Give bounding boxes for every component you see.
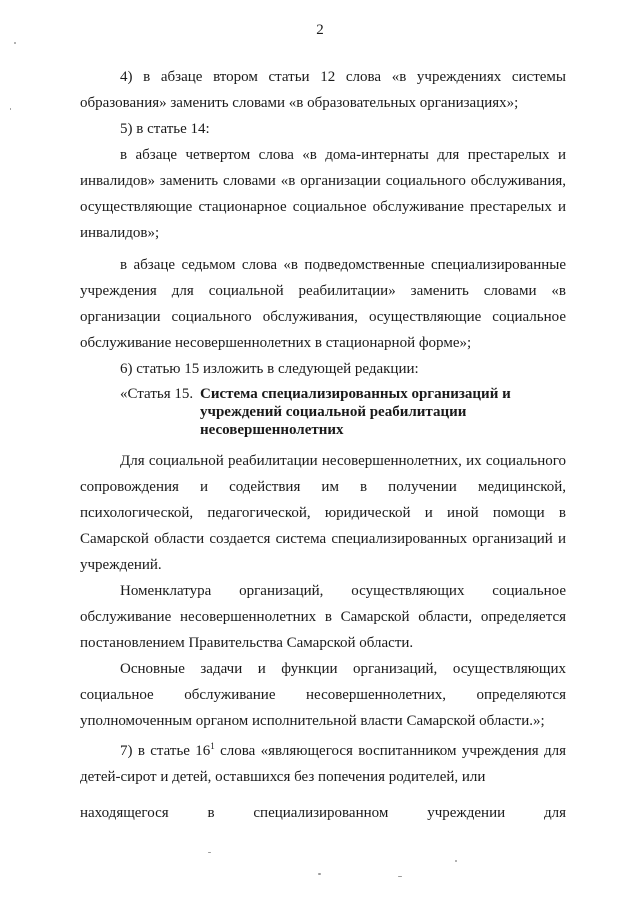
scan-speck bbox=[10, 108, 11, 110]
item-6-paragraph: 6) статью 15 изложить в следующей редакции: bbox=[120, 361, 419, 377]
article-15-paragraph-1: Для социальной реабилитации несовершеннолетних, их социального сопровождения и содействия им в получении медицинской, психологической, педагогической, юридической и иной помощи в Самарской области создается система специализированных организаций и учреждений. bbox=[80, 453, 566, 573]
item-7-superscript: 1 bbox=[210, 741, 215, 751]
scan-speck bbox=[398, 876, 402, 877]
article-15-paragraph-2: Номенклатура организаций, осуществляющих социальное обслуживание несовершеннолетних в Самарской области, определяется постановлением Правительства Самарской области. bbox=[80, 583, 566, 651]
last-line-word: находящегося bbox=[80, 805, 169, 821]
page-number: 2 bbox=[316, 22, 324, 38]
article-14-paragraph-4-amendment: в абзаце четвертом слова «в дома-интернаты для престарелых и инвалидов» заменить словами «в организации социального обслуживания, осуществляющие стационарное социальное обслуживание престарелых и инвалидов»; bbox=[80, 147, 566, 241]
article-15-title: Система специализированных организаций и учреждений социальной реабилитации несовершеннолетних bbox=[200, 386, 511, 438]
scan-speck bbox=[14, 42, 16, 44]
item-5-paragraph: 5) в статье 14: bbox=[120, 121, 210, 137]
last-line-word: специализированном bbox=[253, 805, 389, 821]
article-14-paragraph-7-amendment: в абзаце седьмом слова «в подведомственные специализированные учреждения для социальной реабилитации» заменить словами «в организации социального обслуживания, осуществляющие социальное обслуживание несовершеннолетних в стационарной форме»; bbox=[80, 257, 566, 351]
article-15-number: «Статья 15. bbox=[120, 386, 194, 402]
scan-speck bbox=[455, 860, 457, 862]
scan-speck bbox=[208, 852, 211, 853]
scan-speck bbox=[318, 873, 321, 875]
last-line-word: учреждении bbox=[427, 805, 506, 821]
last-line-word: в bbox=[207, 805, 215, 821]
item-4-paragraph: 4) в абзаце втором статьи 12 слова «в учреждениях системы образования» заменить словами «в образовательных организациях»; bbox=[80, 69, 566, 111]
item-7-paragraph bbox=[80, 738, 566, 790]
item-7-rest: слова «являющегося воспитанником учреждения для детей-сирот и детей, оставшихся без попечения родителей, или bbox=[80, 743, 566, 785]
last-line-word: для bbox=[543, 805, 566, 821]
item-7-start: 7) в статье 16 bbox=[120, 743, 211, 759]
item-7-last-line bbox=[80, 800, 566, 826]
article-15-paragraph-3: Основные задачи и функции организаций, осуществляющих социальное обслуживание несовершеннолетних, определяются уполномоченным органом исполнительной власти Самарской области.»; bbox=[80, 661, 566, 729]
